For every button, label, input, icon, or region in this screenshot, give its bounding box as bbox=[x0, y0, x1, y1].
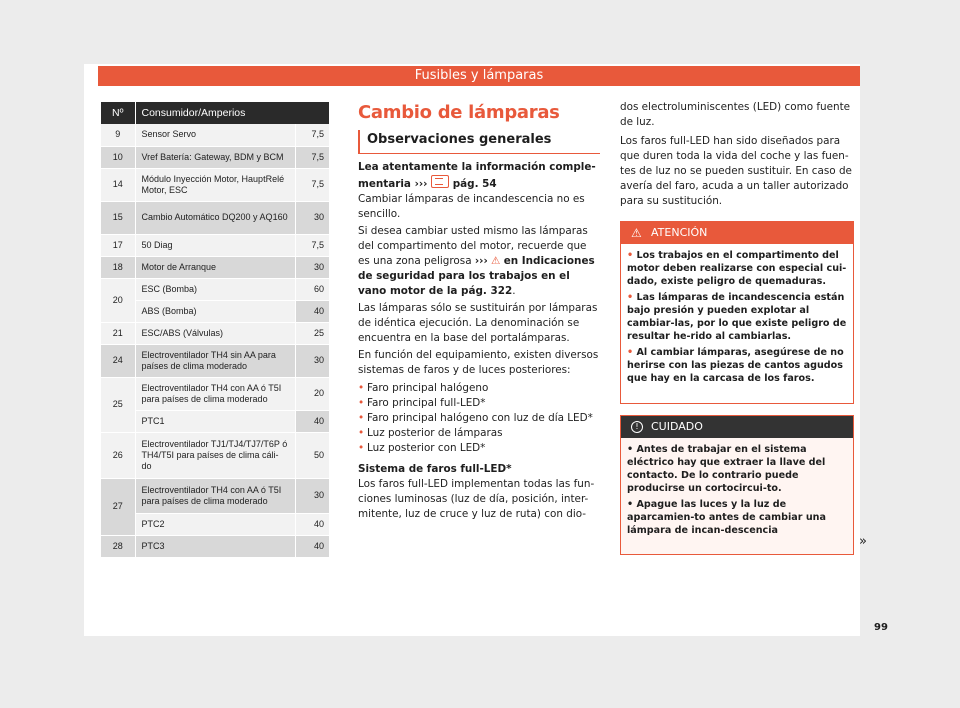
fuse-amps: 30 bbox=[295, 256, 329, 278]
fuse-number: 18 bbox=[101, 256, 135, 278]
fuse-amps: 7,5 bbox=[295, 146, 329, 168]
fuse-consumer: Electroventilador TJ1/TJ4/TJ7/T6P ó TH4/T5I para países de clima cáli-do bbox=[135, 432, 295, 478]
warning-header bbox=[621, 222, 853, 244]
fuse-number: 28 bbox=[101, 535, 135, 557]
page-number: 99 bbox=[874, 622, 888, 633]
table-header-row bbox=[101, 102, 329, 124]
fuse-consumer: Motor de Arranque bbox=[135, 256, 295, 278]
table-row bbox=[101, 300, 329, 322]
fuse-consumer: ESC/ABS (Válvulas) bbox=[135, 322, 295, 344]
paragraph: Los faros full-LED implementan todas las fun-ciones luminosas (luz de día, posición, inter-mitente, luz de cruce y luz de ruta) con dio- bbox=[358, 478, 595, 520]
main-column bbox=[358, 102, 600, 522]
fuse-number: 25 bbox=[101, 377, 135, 432]
page-title: Cambio de lámparas bbox=[358, 102, 560, 123]
col-num-header: Nº bbox=[101, 102, 135, 124]
fuse-amps: 40 bbox=[295, 535, 329, 557]
fuse-number: 17 bbox=[101, 234, 135, 256]
warning-triangle-icon: ⚠ bbox=[491, 255, 501, 267]
fuse-number: 15 bbox=[101, 201, 135, 234]
fuse-amps: 7,5 bbox=[295, 124, 329, 146]
paragraph: dos electroluminiscentes (LED) como fuente de luz. bbox=[620, 101, 851, 128]
fuse-number: 26 bbox=[101, 432, 135, 478]
table-row bbox=[101, 478, 329, 513]
paragraph: En función del equipamiento, existen diversos sistemas de faros y de luces posteriores: bbox=[358, 349, 599, 376]
table-row bbox=[101, 535, 329, 557]
fuse-consumer: Sensor Servo bbox=[135, 124, 295, 146]
caution-item: • Apague las luces y la luz de aparcamien-to antes de cambiar una lámpara de incan-descencia bbox=[627, 498, 847, 537]
warning-label: ATENCIÓN bbox=[651, 226, 708, 239]
fuse-table bbox=[101, 102, 329, 558]
fuse-amps: 25 bbox=[295, 322, 329, 344]
table-row bbox=[101, 344, 329, 377]
book-icon bbox=[431, 175, 449, 188]
continue-mark: » bbox=[859, 534, 867, 549]
table-row bbox=[101, 513, 329, 535]
paragraph bbox=[358, 224, 600, 299]
fuse-amps: 7,5 bbox=[295, 168, 329, 201]
table-row bbox=[101, 124, 329, 146]
fuse-amps: 7,5 bbox=[295, 234, 329, 256]
paragraph: Los faros full-LED han sido diseñados para que duren toda la vida del coche y las fuen-tes de luz no se pueden sustituir. En caso de avería del faro, acuda a un taller autorizado para su sustitución. bbox=[620, 135, 852, 207]
warning-box bbox=[620, 221, 854, 404]
fuse-number: 27 bbox=[101, 478, 135, 535]
section-heading bbox=[358, 130, 600, 154]
section-subtitle: Observaciones generales bbox=[367, 132, 552, 147]
table-row bbox=[101, 432, 329, 478]
fuse-consumer: Vref Batería: Gateway, BDM y BCM bbox=[135, 146, 295, 168]
table-row bbox=[101, 168, 329, 201]
table-row bbox=[101, 278, 329, 300]
fuse-consumer: Cambio Automático DQ200 y AQ160 bbox=[135, 201, 295, 234]
ref-arrow: ››› bbox=[414, 178, 428, 190]
warning-triangle-icon: ⚠ bbox=[631, 226, 642, 240]
fuse-amps: 40 bbox=[295, 513, 329, 535]
safety-reference-link[interactable]: en Indicaciones de seguridad para los trabajos en el vano motor de la pág. 322 bbox=[358, 255, 595, 297]
fuse-number: 14 bbox=[101, 168, 135, 201]
fuse-consumer: ESC (Bomba) bbox=[135, 278, 295, 300]
fuse-consumer: PTC3 bbox=[135, 535, 295, 557]
table-row bbox=[101, 256, 329, 278]
fuse-number: 9 bbox=[101, 124, 135, 146]
warning-item: • Al cambiar lámparas, asegúrese de no herirse con las piezas de cantos agudos que hay en la carcasa de los faros. bbox=[627, 346, 847, 385]
table-row bbox=[101, 201, 329, 234]
fuse-amps: 60 bbox=[295, 278, 329, 300]
fuse-amps: 30 bbox=[295, 201, 329, 234]
caution-box bbox=[620, 415, 854, 555]
table-row bbox=[101, 377, 329, 410]
paragraph: Las lámparas sólo se sustituirán por lámparas de idéntica ejecución. La denominación se encuentra en la base del portalámparas. bbox=[358, 302, 598, 344]
paragraph-text: Si desea cambiar usted mismo las lámparas del compartimento del motor, recuerde que es una zona peligrosa bbox=[358, 225, 588, 267]
caution-item: • Antes de trabajar en el sistema eléctrico hay que extraer la llave del contacto. De lo contrario puede producirse un cortocircui-to. bbox=[627, 443, 847, 495]
fuse-consumer: Electroventilador TH4 con AA ó T5I para países de clima moderado bbox=[135, 478, 295, 513]
list-item: • Faro principal full-LED* bbox=[358, 396, 600, 411]
table-row bbox=[101, 322, 329, 344]
fuse-consumer: PTC1 bbox=[135, 410, 295, 432]
fuse-amps: 20 bbox=[295, 377, 329, 410]
fuse-amps: 40 bbox=[295, 300, 329, 322]
warning-item: • Los trabajos en el compartimento del motor deben realizarse con especial cui-dado, existe peligro de quemaduras. bbox=[627, 249, 847, 288]
fuse-consumer: PTC2 bbox=[135, 513, 295, 535]
fuse-consumer: Electroventilador TH4 con AA ó T5I para países de clima moderado bbox=[135, 377, 295, 410]
table-row bbox=[101, 410, 329, 432]
fuse-consumer: Electroventilador TH4 sin AA para países de clima moderado bbox=[135, 344, 295, 377]
lead-paragraph bbox=[358, 160, 600, 192]
manual-page bbox=[84, 64, 888, 636]
period: . bbox=[512, 285, 516, 297]
fuse-number: 21 bbox=[101, 322, 135, 344]
fuse-number: 24 bbox=[101, 344, 135, 377]
fuse-amps: 50 bbox=[295, 432, 329, 478]
ref-arrow: ››› bbox=[474, 255, 488, 267]
lead-text: Lea atentamente la información comple-mentaria bbox=[358, 161, 596, 190]
caution-header bbox=[621, 416, 853, 438]
paragraph: Cambiar lámparas de incandescencia no es sencillo. bbox=[358, 193, 585, 220]
lead-page-link[interactable]: pág. 54 bbox=[452, 178, 497, 190]
fuse-amps: 40 bbox=[295, 410, 329, 432]
warning-item: • Las lámparas de incandescencia están bajo presión y pueden explotar al cambiar-las, por lo que existe peligro de resultar he-rido al cambiarlas. bbox=[627, 291, 847, 343]
fuse-amps: 30 bbox=[295, 344, 329, 377]
fuse-consumer: Módulo Inyección Motor, HauptRelé Motor, ESC bbox=[135, 168, 295, 201]
right-column bbox=[620, 100, 852, 209]
list-item: • Faro principal halógeno bbox=[358, 381, 600, 396]
list-item: • Faro principal halógeno con luz de día LED* bbox=[358, 411, 600, 426]
fuse-consumer: ABS (Bomba) bbox=[135, 300, 295, 322]
subheading: Sistema de faros full-LED* bbox=[358, 463, 512, 475]
info-circle-icon: ! bbox=[631, 421, 643, 433]
caution-label: CUIDADO bbox=[651, 420, 703, 433]
fuse-amps: 30 bbox=[295, 478, 329, 513]
list-item: • Luz posterior con LED* bbox=[358, 441, 600, 456]
list-item: • Luz posterior de lámparas bbox=[358, 426, 600, 441]
fuse-consumer: 50 Diag bbox=[135, 234, 295, 256]
page-header: Fusibles y lámparas bbox=[98, 66, 860, 86]
table-row bbox=[101, 234, 329, 256]
table-row bbox=[101, 146, 329, 168]
col-desc-header: Consumidor/Amperios bbox=[135, 102, 329, 124]
fuse-number: 10 bbox=[101, 146, 135, 168]
fuse-number: 20 bbox=[101, 278, 135, 322]
